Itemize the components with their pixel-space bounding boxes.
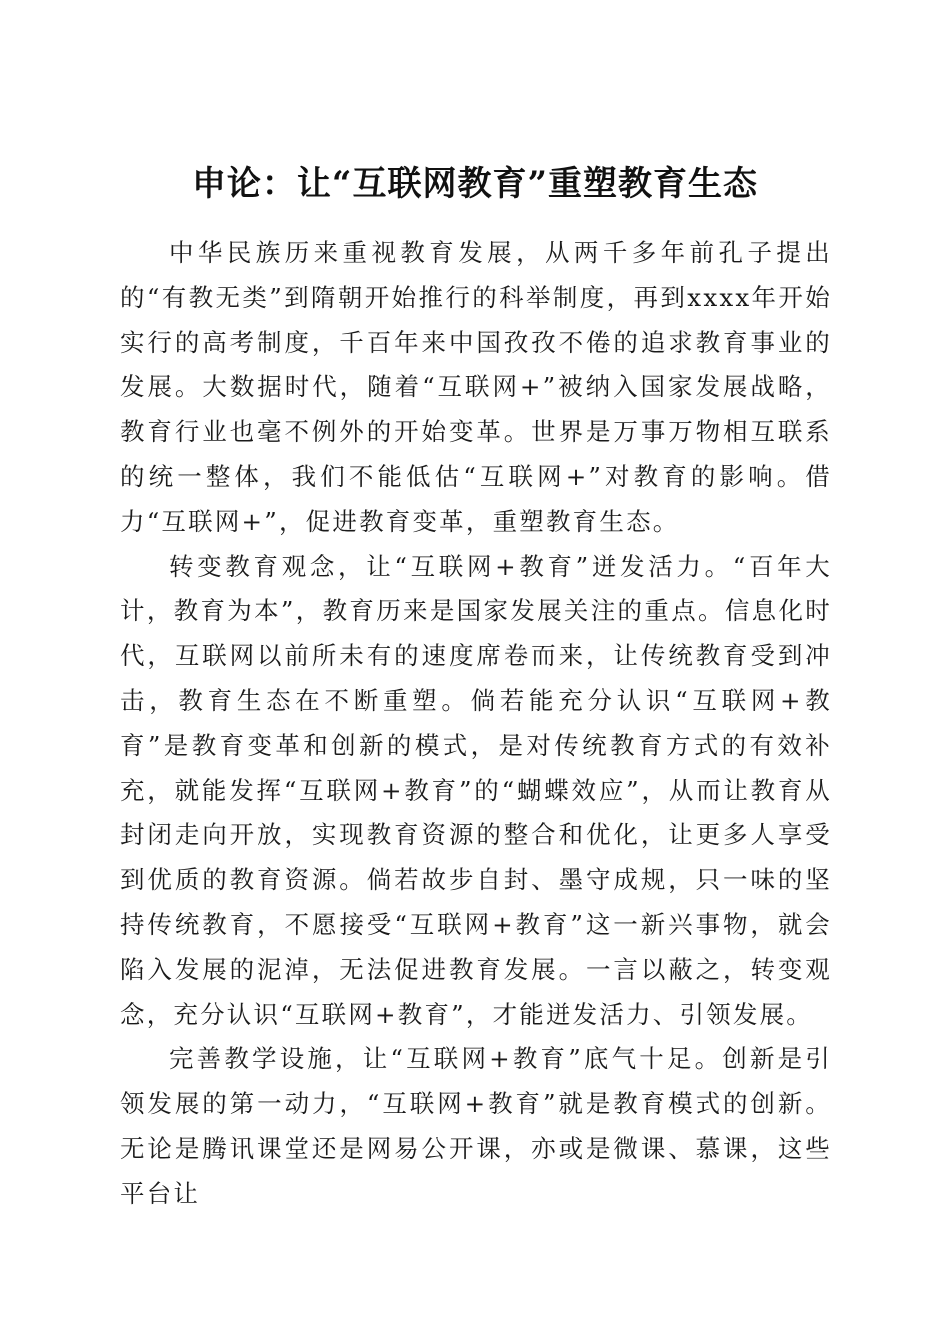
paragraph-1: 中华民族历来重视教育发展，从两千多年前孔子提出的“有教无类”到隋朝开始推行的科举制度，再到xxxx年开始实行的高考制度，千百年来中国孜孜不倦的追求教育事业的发展。大数据时代，随着“互联网+”被纳入国家发展战略，教育行业也毫不例外的开始变革。世界是万事万物相互联系的统一整体，我们不能低估“互联网+”对教育的影响。借力“互联网+”，促进教育变革，重塑教育生态。 (120, 238, 832, 536)
paragraph-2: 转变教育观念，让“互联网+教育”迸发活力。“百年大计，教育为本”，教育历来是国家发展关注的重点。信息化时代，互联网以前所未有的速度席卷而来，让传统教育受到冲击，教育生态在不断重塑。倘若能充分认识“互联网+教育”是教育变革和创新的模式，是对传统教育方式的有效补充，就能发挥“互联网+教育”的“蝴蝶效应”，从而让教育从封闭走向开放，实现教育资源的整合和优化，让更多人享受到优质的教育资源。倘若故步自封、墨守成规，只一味的坚持传统教育，不愿接受“互联网+教育”这一新兴事物，就会陷入发展的泥淖，无法促进教育发展。一言以蔽之，转变观念，充分认识“互联网+教育”，才能迸发活力、引领发展。 (120, 551, 832, 1029)
paragraph-3: 完善教学设施，让“互联网+教育”底气十足。创新是引领发展的第一动力，“互联网+教育”就是教育模式的创新。无论是腾讯课堂还是网易公开课，亦或是微课、慕课，这些平台让 (120, 1044, 832, 1208)
document-title: 申论：让“互联网教育”重塑教育生态 (191, 163, 759, 204)
document-body (120, 231, 832, 1217)
